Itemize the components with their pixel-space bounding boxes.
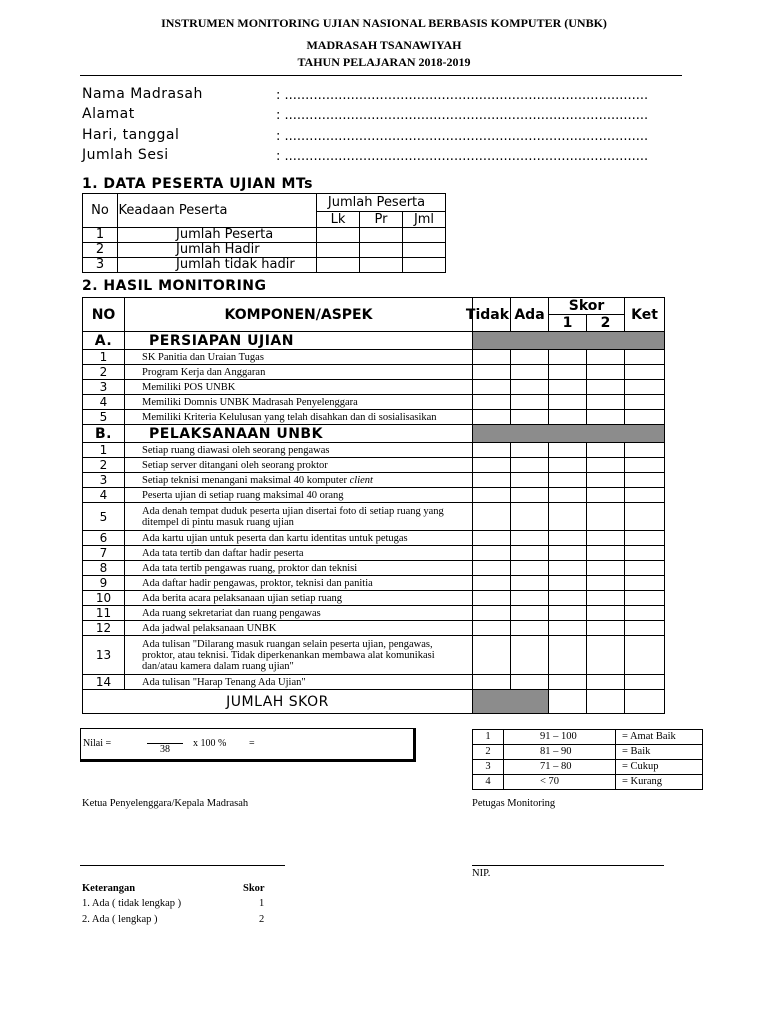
cell-tidak[interactable]: [473, 576, 511, 591]
group-b-letter: B.: [83, 425, 125, 443]
cell-skor1[interactable]: [549, 410, 587, 425]
cell-tidak[interactable]: [473, 473, 511, 488]
item-no: 14: [83, 675, 125, 690]
signature-left-line: [80, 865, 285, 866]
cell-skor1[interactable]: [549, 621, 587, 636]
cell-ada[interactable]: [511, 591, 549, 606]
item-no: 1: [83, 443, 125, 458]
item-text: Ada jadwal pelaksanaan UNBK: [125, 621, 473, 636]
item-no: 2: [83, 365, 125, 380]
table-row: [473, 775, 703, 790]
group-a-shade: [473, 332, 665, 350]
peserta-cell-jml[interactable]: [403, 258, 446, 273]
item-no: 5: [83, 503, 125, 531]
table-row: [473, 760, 703, 775]
monitoring-col-ket: Ket: [625, 298, 665, 332]
table-row: [83, 350, 665, 365]
cell-ket[interactable]: [625, 675, 665, 690]
cell-ket[interactable]: [625, 365, 665, 380]
table-row: [83, 258, 446, 273]
cell-tidak[interactable]: [473, 561, 511, 576]
section2-title: 2. HASIL MONITORING: [82, 278, 267, 294]
cell-skor2[interactable]: [587, 576, 625, 591]
cell-ada[interactable]: [511, 531, 549, 546]
monitoring-col-skor: Skor: [549, 298, 625, 315]
cell-skor2[interactable]: [587, 380, 625, 395]
table-row: [83, 380, 665, 395]
table-row: [83, 488, 665, 503]
cell-ket[interactable]: [625, 561, 665, 576]
item-no: 3: [83, 473, 125, 488]
jumlah-skor-label: JUMLAH SKOR: [83, 690, 473, 714]
cell-skor1[interactable]: [549, 591, 587, 606]
legend-header-keterangan: Keterangan: [82, 883, 136, 894]
nilai-equals: =: [249, 738, 255, 749]
cell-tidak[interactable]: [473, 410, 511, 425]
monitoring-col-skor2: 2: [587, 315, 625, 332]
group-b-title: PELAKSANAAN UNBK: [125, 425, 473, 443]
cell-ada[interactable]: [511, 636, 549, 675]
nilai-formula-box: [80, 728, 416, 762]
cell-ket[interactable]: [625, 546, 665, 561]
cell-skor1[interactable]: [549, 473, 587, 488]
table-row: [83, 503, 665, 531]
info-field-nama[interactable]: : ........................................................................................: [276, 88, 649, 103]
cell-skor2[interactable]: [587, 546, 625, 561]
cell-skor1[interactable]: [549, 443, 587, 458]
jumlah-skor-row: [83, 690, 665, 714]
item-text: Ada denah tempat duduk peserta ujian disertai foto di setiap ruang yang ditempel di pintu masuk ruang ujian: [125, 503, 473, 531]
cell-tidak[interactable]: [473, 458, 511, 473]
cell-ket[interactable]: [625, 458, 665, 473]
cell-tidak[interactable]: [473, 350, 511, 365]
score-label: = Cukup: [616, 760, 703, 775]
group-a-letter: A.: [83, 332, 125, 350]
info-field-sesi[interactable]: : ........................................................................................: [276, 149, 649, 164]
cell-skor2[interactable]: [587, 503, 625, 531]
cell-ket[interactable]: [625, 410, 665, 425]
item-no: 2: [83, 458, 125, 473]
info-label-nama: Nama Madrasah: [82, 86, 203, 102]
cell-tidak[interactable]: [473, 675, 511, 690]
info-label-hari: Hari, tanggal: [82, 127, 180, 143]
cell-skor1[interactable]: [549, 503, 587, 531]
cell-ada[interactable]: [511, 350, 549, 365]
monitoring-col-tidak: Tidak: [473, 298, 511, 332]
table-row: [83, 473, 665, 488]
signature-right-line: [472, 865, 664, 866]
table-row: [83, 606, 665, 621]
cell-skor1[interactable]: [549, 395, 587, 410]
table-row: [83, 576, 665, 591]
info-label-alamat: Alamat: [82, 106, 135, 122]
cell-ada[interactable]: [511, 561, 549, 576]
peserta-table: [82, 193, 446, 273]
score-no: 1: [473, 730, 504, 745]
item-no: 10: [83, 591, 125, 606]
peserta-col-keadaan: Keadaan Peserta: [118, 194, 317, 228]
monitoring-table: [82, 297, 665, 714]
cell-jumlah-ket[interactable]: [625, 690, 665, 714]
cell-ada[interactable]: [511, 458, 549, 473]
peserta-cell-jml[interactable]: [403, 243, 446, 258]
cell-ada[interactable]: [511, 606, 549, 621]
group-a-title: PERSIAPAN UJIAN: [125, 332, 473, 350]
cell-skor1[interactable]: [549, 606, 587, 621]
cell-ada[interactable]: [511, 365, 549, 380]
item-no: 3: [83, 380, 125, 395]
header-divider: [80, 75, 682, 76]
cell-ket[interactable]: [625, 395, 665, 410]
cell-skor2[interactable]: [587, 473, 625, 488]
monitoring-col-ada: Ada: [511, 298, 549, 332]
item-text: Ada tata tertib pengawas ruang, proktor dan teknisi: [125, 561, 473, 576]
peserta-col-pr: Pr: [360, 212, 403, 228]
legend-row-label: 1. Ada ( tidak lengkap ): [82, 898, 182, 909]
cell-ket[interactable]: [625, 473, 665, 488]
doc-year: TAHUN PELAJARAN 2018-2019: [297, 55, 471, 69]
cell-tidak[interactable]: [473, 443, 511, 458]
item-no: 12: [83, 621, 125, 636]
legend-row-skor: 2: [259, 914, 265, 925]
cell-skor1[interactable]: [549, 561, 587, 576]
cell-ada[interactable]: [511, 443, 549, 458]
table-row: [83, 228, 446, 243]
score-range-table: [472, 729, 703, 790]
monitoring-col-skor1: 1: [549, 315, 587, 332]
peserta-cell-lk[interactable]: [317, 243, 360, 258]
table-row: [83, 243, 446, 258]
table-row: [83, 410, 665, 425]
peserta-cell-lk[interactable]: [317, 258, 360, 273]
score-label: = Kurang: [616, 775, 703, 790]
score-range: < 70: [504, 775, 616, 790]
legend-header-skor: Skor: [243, 883, 265, 894]
doc-subtitle: MADRASAH TSANAWIYAH: [306, 38, 462, 52]
score-no: 4: [473, 775, 504, 790]
cell-skor2[interactable]: [587, 591, 625, 606]
cell-skor2[interactable]: [587, 606, 625, 621]
legend-row-label: 2. Ada ( lengkap ): [82, 914, 158, 925]
peserta-col-no: No: [83, 194, 118, 228]
table-row: [83, 458, 665, 473]
table-row: [473, 730, 703, 745]
legend-row-skor: 1: [259, 898, 265, 909]
table-row: [83, 591, 665, 606]
cell-tidak[interactable]: [473, 606, 511, 621]
table-row: [83, 561, 665, 576]
cell-skor1[interactable]: [549, 531, 587, 546]
item-text: Ada tulisan "Dilarang masuk ruangan selain peserta ujian, pengawas, proktor, atau teknisi. Tidak diperkenankan membawa alat komunikasi dan/atau kamera dalam ruang ujian": [125, 636, 473, 675]
cell-skor2[interactable]: [587, 458, 625, 473]
cell-skor1[interactable]: [549, 576, 587, 591]
peserta-row-no: 1: [83, 228, 118, 243]
cell-ket[interactable]: [625, 503, 665, 531]
score-range: 71 – 80: [504, 760, 616, 775]
group-row-b: [83, 425, 665, 443]
item-no: 13: [83, 636, 125, 675]
item-text: Memiliki Kriteria Kelulusan yang telah disahkan dan di sosialisasikan: [125, 410, 473, 425]
cell-skor2[interactable]: [587, 410, 625, 425]
info-label-sesi: Jumlah Sesi: [82, 147, 169, 163]
cell-ket[interactable]: [625, 531, 665, 546]
table-row: [83, 675, 665, 690]
cell-ada[interactable]: [511, 488, 549, 503]
peserta-cell-pr[interactable]: [360, 258, 403, 273]
cell-tidak[interactable]: [473, 636, 511, 675]
cell-skor1[interactable]: [549, 675, 587, 690]
cell-skor1[interactable]: [549, 636, 587, 675]
score-range: 91 – 100: [504, 730, 616, 745]
table-row: [83, 621, 665, 636]
nilai-times: x 100 %: [193, 738, 227, 749]
table-row: [83, 546, 665, 561]
item-no: 7: [83, 546, 125, 561]
item-no: 11: [83, 606, 125, 621]
cell-tidak[interactable]: [473, 546, 511, 561]
item-text: Ada tata tertib dan daftar hadir peserta: [125, 546, 473, 561]
cell-skor1[interactable]: [549, 546, 587, 561]
table-row: [83, 365, 665, 380]
nip-label: NIP.: [472, 868, 491, 879]
item-text: Memiliki POS UNBK: [125, 380, 473, 395]
cell-skor1[interactable]: [549, 350, 587, 365]
cell-ket[interactable]: [625, 380, 665, 395]
cell-skor2[interactable]: [587, 621, 625, 636]
cell-tidak[interactable]: [473, 488, 511, 503]
item-text: Setiap ruang diawasi oleh seorang pengawas: [125, 443, 473, 458]
cell-ada[interactable]: [511, 546, 549, 561]
peserta-col-jml: Jml: [403, 212, 446, 228]
peserta-cell-pr[interactable]: [360, 228, 403, 243]
item-text: Program Kerja dan Anggaran: [125, 365, 473, 380]
info-field-hari[interactable]: : ........................................................................................: [276, 129, 649, 144]
cell-ket[interactable]: [625, 621, 665, 636]
info-field-alamat[interactable]: : ........................................................................................: [276, 108, 649, 123]
group-b-shade: [473, 425, 665, 443]
cell-tidak[interactable]: [473, 365, 511, 380]
table-row: [83, 636, 665, 675]
item-text: Ada kartu ujian untuk peserta dan kartu identitas untuk petugas: [125, 531, 473, 546]
cell-ada[interactable]: [511, 576, 549, 591]
cell-ket[interactable]: [625, 350, 665, 365]
cell-tidak[interactable]: [473, 621, 511, 636]
signature-left-title: Ketua Penyelenggara/Kepala Madrasah: [82, 798, 249, 809]
section1-title: 1. DATA PESERTA UJIAN MTs: [82, 176, 313, 192]
cell-ket[interactable]: [625, 488, 665, 503]
peserta-cell-lk[interactable]: [317, 228, 360, 243]
cell-ada[interactable]: [511, 503, 549, 531]
item-text: SK Panitia dan Uraian Tugas: [125, 350, 473, 365]
item-text: Ada ruang sekretariat dan ruang pengawas: [125, 606, 473, 621]
monitoring-col-no: NO: [83, 298, 125, 332]
peserta-row-label: Jumlah tidak hadir: [118, 258, 317, 273]
peserta-row-no: 2: [83, 243, 118, 258]
monitoring-col-komponen: KOMPONEN/ASPEK: [125, 298, 473, 332]
score-label: = Amat Baik: [616, 730, 703, 745]
cell-ket[interactable]: [625, 591, 665, 606]
item-no: 8: [83, 561, 125, 576]
peserta-col-jumlah: Jumlah Peserta: [317, 194, 446, 212]
item-text: Peserta ujian di setiap ruang maksimal 40 orang: [125, 488, 473, 503]
cell-skor2[interactable]: [587, 675, 625, 690]
item-no: 1: [83, 350, 125, 365]
signature-right-title: Petugas Monitoring: [472, 798, 556, 809]
item-text: Ada berita acara pelaksanaan ujian setiap ruang: [125, 591, 473, 606]
cell-ket[interactable]: [625, 636, 665, 675]
cell-skor2[interactable]: [587, 395, 625, 410]
cell-skor2[interactable]: [587, 443, 625, 458]
peserta-cell-jml[interactable]: [403, 228, 446, 243]
doc-title: INSTRUMEN MONITORING UJIAN NASIONAL BERBASIS KOMPUTER (UNBK): [161, 16, 607, 30]
table-row: [83, 443, 665, 458]
cell-skor2[interactable]: [587, 488, 625, 503]
cell-tidak[interactable]: [473, 395, 511, 410]
cell-tidak[interactable]: [473, 380, 511, 395]
group-row-a: [83, 332, 665, 350]
peserta-row-label: Jumlah Peserta: [118, 228, 317, 243]
cell-tidak[interactable]: [473, 503, 511, 531]
item-no: 6: [83, 531, 125, 546]
item-text: Setiap server ditangani oleh seorang proktor: [125, 458, 473, 473]
nilai-label: Nilai =: [83, 738, 112, 749]
cell-skor1[interactable]: [549, 458, 587, 473]
item-text: Memiliki Domnis UNBK Madrasah Penyelenggara: [125, 395, 473, 410]
item-text: Setiap teknisi menangani maksimal 40 komputer client: [125, 473, 473, 488]
table-row: [83, 531, 665, 546]
item-text: Ada tulisan "Harap Tenang Ada Ujian": [125, 675, 473, 690]
cell-skor2[interactable]: [587, 531, 625, 546]
cell-skor2[interactable]: [587, 561, 625, 576]
jumlah-skor-shade: [473, 690, 549, 714]
cell-jumlah-skor2[interactable]: [587, 690, 625, 714]
peserta-row-no: 3: [83, 258, 118, 273]
score-no: 2: [473, 745, 504, 760]
score-no: 3: [473, 760, 504, 775]
cell-ada[interactable]: [511, 395, 549, 410]
nilai-denominator: 38: [160, 744, 170, 755]
item-no: 4: [83, 395, 125, 410]
item-text: Ada daftar hadir pengawas, proktor, teknisi dan panitia: [125, 576, 473, 591]
score-range: 81 – 90: [504, 745, 616, 760]
cell-skor2[interactable]: [587, 350, 625, 365]
cell-tidak[interactable]: [473, 591, 511, 606]
cell-skor1[interactable]: [549, 488, 587, 503]
cell-ket[interactable]: [625, 606, 665, 621]
table-row: [83, 395, 665, 410]
score-label: = Baik: [616, 745, 703, 760]
cell-skor1[interactable]: [549, 380, 587, 395]
table-row: [473, 745, 703, 760]
cell-skor1[interactable]: [549, 365, 587, 380]
cell-ada[interactable]: [511, 675, 549, 690]
cell-ket[interactable]: [625, 443, 665, 458]
cell-ada[interactable]: [511, 621, 549, 636]
cell-ket[interactable]: [625, 576, 665, 591]
peserta-row-label: Jumlah Hadir: [118, 243, 317, 258]
item-no: 4: [83, 488, 125, 503]
cell-ada[interactable]: [511, 410, 549, 425]
cell-skor2[interactable]: [587, 636, 625, 675]
cell-jumlah-skor1[interactable]: [549, 690, 587, 714]
peserta-col-lk: Lk: [317, 212, 360, 228]
cell-ada[interactable]: [511, 380, 549, 395]
item-no: 5: [83, 410, 125, 425]
peserta-cell-pr[interactable]: [360, 243, 403, 258]
cell-tidak[interactable]: [473, 531, 511, 546]
cell-ada[interactable]: [511, 473, 549, 488]
item-no: 9: [83, 576, 125, 591]
cell-skor2[interactable]: [587, 365, 625, 380]
